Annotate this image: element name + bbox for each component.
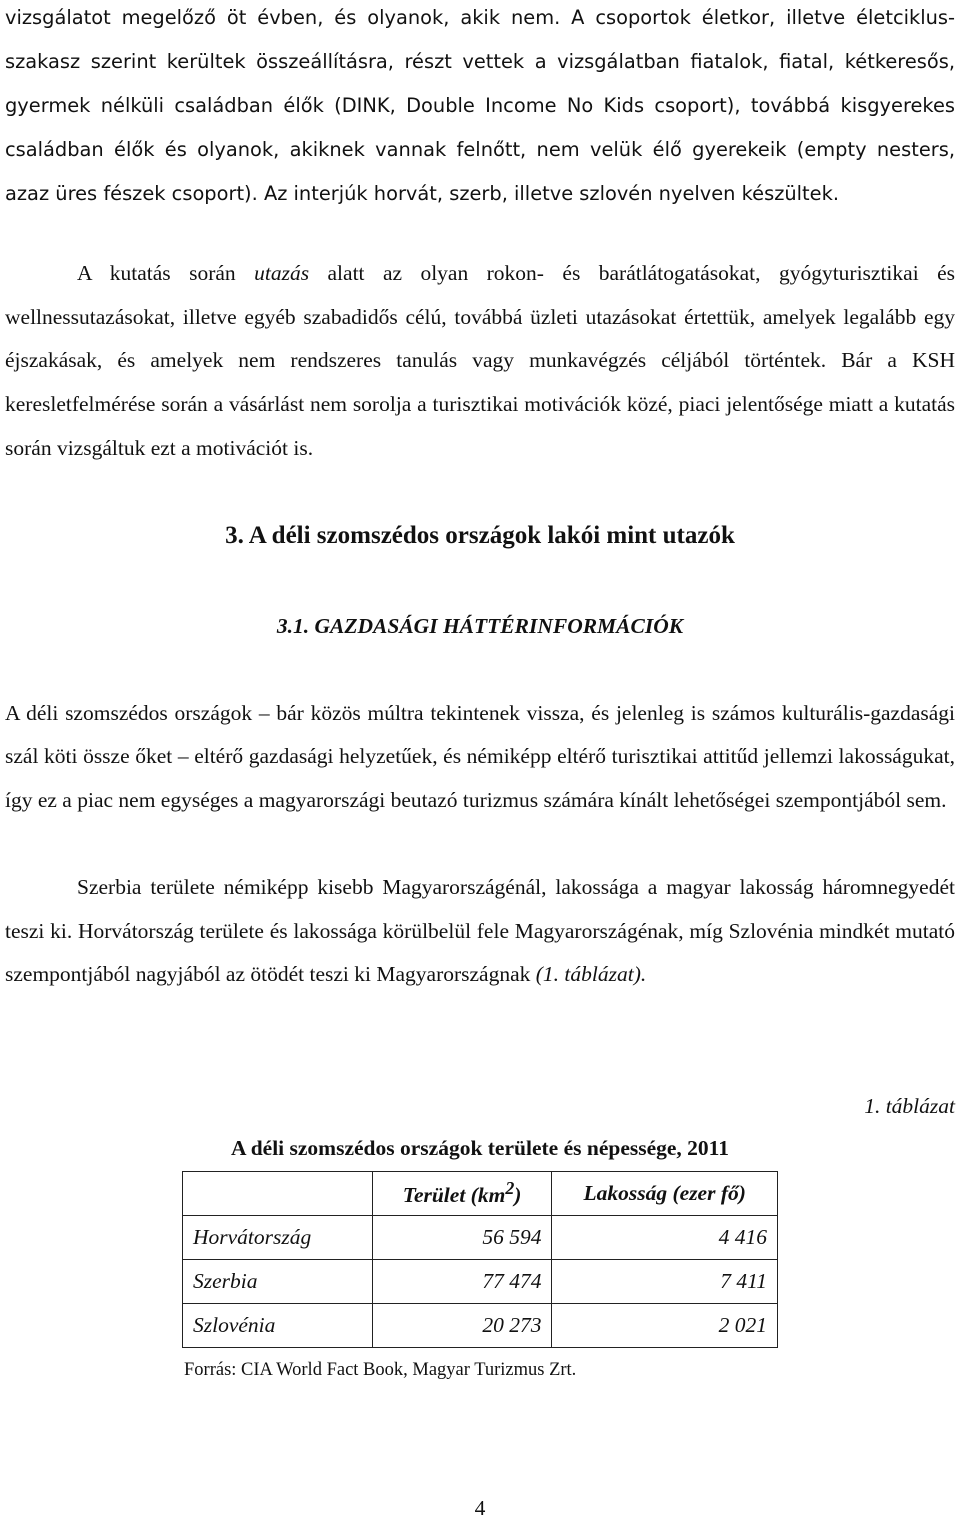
area-cell: 56 594 bbox=[372, 1216, 552, 1260]
paragraph-travel-definition bbox=[5, 252, 955, 471]
subsection-heading: 3.1. GAZDASÁGI HÁTTÉRINFORMÁCIÓK bbox=[276, 614, 684, 638]
text-segment: Szerbia területe némiképp kisebb Magyarországénál, lakossága a magyar lakosság háromnegyedét teszi ki. Horvátország területe és lakossága körülbelül fele Magyarországénak, míg Szlovénia mindkét mutató szempontjából nagyjából az ötödét teszi ki Magyarországnak bbox=[5, 875, 955, 987]
table-row bbox=[183, 1304, 778, 1348]
table-header-area bbox=[372, 1172, 552, 1216]
area-cell: 77 474 bbox=[372, 1260, 552, 1304]
section-heading: 3. A déli szomszédos országok lakói mint utazók bbox=[225, 522, 735, 549]
area-population-table bbox=[182, 1171, 778, 1348]
header-text: Terület (km bbox=[402, 1183, 506, 1208]
table-title: A déli szomszédos országok területe és népessége, 2011 bbox=[230, 1136, 729, 1160]
text-segment: alatt az olyan rokon- és barátlátogatásokat, gyógyturisztikai és wellnessutazásokat, illetve egyéb szabadidős célú, továbbá üzleti utazásokat értettük, amelyek legalább egy éjszakásak, és amelyek nem rendszeres tanulás vagy munkavégzés céljából történtek. Bár a KSH keresletfelmérése során a vásárlást nem sorolja a turisztikai motivációk közé, piaci jelentősége miatt a kutatás során vizsgáltuk ezt a motivációt is. bbox=[5, 261, 956, 460]
area-cell: 20 273 bbox=[372, 1304, 552, 1348]
text-segment: A kutatás során bbox=[77, 261, 255, 285]
table-header-row bbox=[183, 1172, 778, 1216]
header-superscript: 2 bbox=[505, 1178, 515, 1199]
table-row bbox=[183, 1260, 778, 1304]
table-header-population: Lakosság (ezer fő) bbox=[552, 1172, 778, 1216]
table-header-empty bbox=[183, 1172, 373, 1216]
paragraph-area-population bbox=[5, 866, 955, 997]
paragraph-methodology: vizsgálatot megelőző öt évben, és olyanok, akik nem. A csoportok életkor, illetve életciklus-szakasz szerint kerültek összeállításra, részt vettek a vizsgálatban fiatalok, fiatal, kétkeresős, gyermek nélküli családban élők (DINK, Double Income No Kids csoport), továbbá kisgyerekes családban élők és olyanok, akiknek vannak felnőtt, nem velük élő gyerekeik (empty nesters, azaz üres fészek csoport). Az interjúk horvát, szerb, illetve szlovén nyelven készültek. bbox=[5, 6, 955, 205]
table-number: 1. táblázat bbox=[864, 1094, 955, 1118]
country-cell: Szlovénia bbox=[183, 1304, 373, 1348]
population-cell: 4 416 bbox=[552, 1216, 778, 1260]
population-cell: 2 021 bbox=[552, 1304, 778, 1348]
page-number: 4 bbox=[474, 1496, 486, 1520]
paragraph-southern-countries: A déli szomszédos országok – bár közös múltra tekintenek vissza, és jelenleg is számos kulturális-gazdasági szál köti össze őket – eltérő gazdasági helyzetűek, és némiképp eltérő turisztikai attitűd jellemzi lakosságukat, így ez a piac nem egységes a magyarországi beutazó turizmus számára kínált lehetőségei szempontjából sem. bbox=[5, 701, 955, 812]
population-cell: 7 411 bbox=[552, 1260, 778, 1304]
country-cell: Horvátország bbox=[183, 1216, 373, 1260]
defined-term: utazás bbox=[254, 261, 310, 285]
table-row bbox=[183, 1216, 778, 1260]
table-source: Forrás: CIA World Fact Book, Magyar Turizmus Zrt. bbox=[184, 1360, 577, 1380]
country-cell: Szerbia bbox=[183, 1260, 373, 1304]
header-text: ) bbox=[514, 1183, 522, 1208]
table-reference: (1. táblázat). bbox=[535, 962, 647, 987]
